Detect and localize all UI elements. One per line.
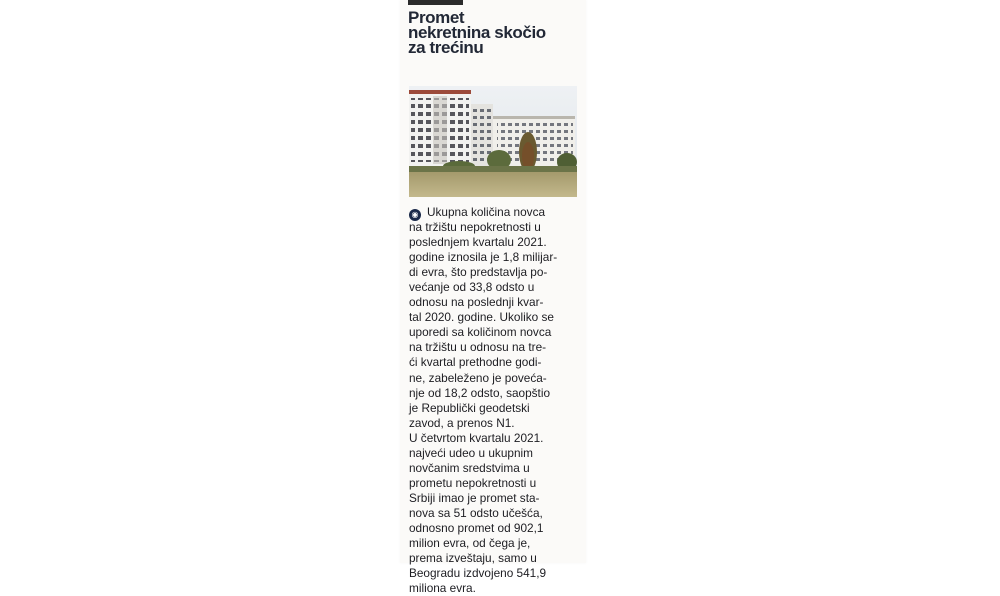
body-line: odnosu na poslednji kvar- [409,295,544,310]
headline [408,8,580,58]
section-bar [408,0,463,5]
body-line: prometu nepokretnosti u [409,475,537,490]
body-line: zavod, a prenos N1. [409,415,515,430]
body-line: većanje od 33,8 odsto u [409,280,535,295]
body-line: novčanim sredstvima u [409,460,530,475]
body-line: prema izveštaju, samo u [409,551,537,566]
body-line: na tržištu u odnosu na tre- [409,340,547,355]
body-line: godine iznosila je 1,8 milijar- [409,250,558,265]
body-line: na tržištu nepokretnosti u [409,220,541,235]
headline-line: nekretnina skočio [408,23,546,43]
headline-line: Promet [408,8,465,27]
article-body [409,205,579,596]
body-line: najveći udeo u ukupnim [409,445,533,460]
body-line: poslednjem kvartalu 2021. [409,235,547,250]
body-line: ◉ Ukupna količina novca [409,205,579,220]
body-line: ne, zabeleženo je poveća- [409,370,547,385]
body-line: odnosno promet od 902,1 [409,520,544,535]
source-bullet-icon: ◉ [409,209,421,221]
body-line: ći kvartal prethodne godi- [409,355,542,370]
newspaper-clipping [400,0,586,596]
body-line: miliona evra. [409,581,476,596]
headline-line: za trećinu [408,38,484,58]
body-line: tal 2020. godine. Ukoliko se [409,310,554,325]
body-line: uporedi sa količinom novca [409,325,552,340]
body-line: di evra, što predstavlja po- [409,265,548,280]
body-line: nje od 18,2 odsto, saopštio [409,385,551,400]
body-line: nova sa 51 odsto učešća, [409,505,543,520]
body-line: milion evra, od čega je, [409,536,531,551]
body-line: Beogradu izdvojeno 541,9 [409,566,547,581]
body-line: je Republički geodetski [409,400,530,415]
body-line: Srbiji imao je promet sta- [409,490,540,505]
apartment-buildings-photo [409,86,577,197]
body-line: U četvrtom kvartalu 2021. [409,430,544,445]
